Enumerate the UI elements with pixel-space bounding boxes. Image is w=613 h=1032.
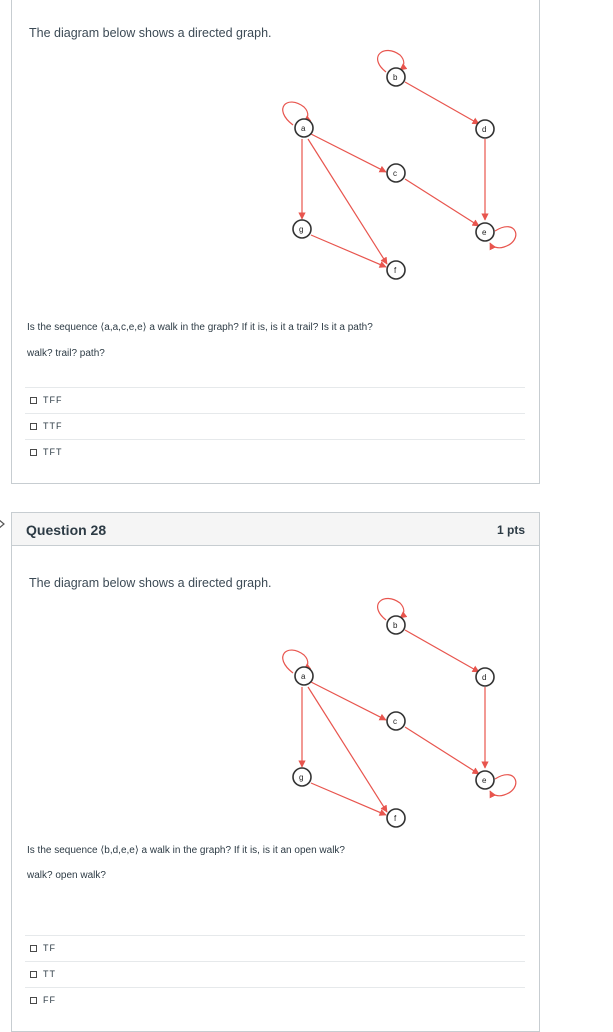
question-header <box>12 513 539 546</box>
edge-a-c <box>311 682 386 720</box>
directed-graph <box>12 39 541 289</box>
svg-text:b: b <box>393 73 398 82</box>
answer-checkbox[interactable] <box>30 971 37 978</box>
node-c <box>387 164 405 182</box>
edge-c-e <box>405 179 479 226</box>
question-prompt: Is the sequence ⟨b,d,e,e⟩ a walk in the graph? If it is, is it an open walk? <box>27 845 345 856</box>
answer-option[interactable] <box>25 935 525 961</box>
question-subprompt: walk? open walk? <box>27 870 106 881</box>
question-prompt: Is the sequence ⟨a,a,c,e,e⟩ a walk in the graph? If it is, is it a trail? Is it a path? <box>27 322 373 333</box>
answer-label: TFF <box>43 395 63 405</box>
node-d <box>476 120 494 138</box>
node-b <box>387 616 405 634</box>
edge-a-c <box>311 134 386 172</box>
edge-b-d <box>405 630 479 672</box>
answer-label: FF <box>43 995 56 1005</box>
question-subprompt: walk? trail? path? <box>27 348 105 359</box>
answer-label: TFT <box>43 447 63 457</box>
answer-checkbox[interactable] <box>30 397 37 404</box>
svg-text:g: g <box>299 225 304 234</box>
question-intro: The diagram below shows a directed graph. <box>29 26 272 40</box>
svg-text:d: d <box>482 673 487 682</box>
answer-checkbox[interactable] <box>30 997 37 1004</box>
edge-b-d <box>405 82 479 124</box>
answer-list <box>25 935 525 1013</box>
edge-g-f <box>311 783 386 815</box>
node-g <box>293 768 311 786</box>
node-f <box>387 809 405 827</box>
question-title: Question 28 <box>26 522 107 538</box>
answer-option[interactable] <box>25 413 525 439</box>
svg-text:b: b <box>393 621 398 630</box>
svg-text:e: e <box>482 228 487 237</box>
answer-checkbox[interactable] <box>30 449 37 456</box>
question-flag-icon[interactable] <box>0 519 6 529</box>
node-a <box>295 667 313 685</box>
answer-list <box>25 387 525 465</box>
node-f <box>387 261 405 279</box>
edge-g-f <box>311 235 386 267</box>
svg-text:d: d <box>482 125 487 134</box>
svg-text:a: a <box>301 672 306 681</box>
node-e <box>476 223 494 241</box>
svg-text:e: e <box>482 776 487 785</box>
answer-option[interactable] <box>25 387 525 413</box>
answer-label: TTF <box>43 421 63 431</box>
question-points: 1 pts <box>496 523 525 537</box>
node-a <box>295 119 313 137</box>
answer-checkbox[interactable] <box>30 945 37 952</box>
answer-option[interactable] <box>25 987 525 1013</box>
svg-text:g: g <box>299 773 304 782</box>
answer-option[interactable] <box>25 961 525 987</box>
answer-option[interactable] <box>25 439 525 465</box>
node-b <box>387 68 405 86</box>
edge-a-f <box>308 139 387 264</box>
question-card-28 <box>11 512 540 1032</box>
answer-checkbox[interactable] <box>30 423 37 430</box>
answer-label: TT <box>43 969 56 979</box>
svg-text:a: a <box>301 124 306 133</box>
edge-c-e <box>405 727 479 774</box>
node-e <box>476 771 494 789</box>
node-c <box>387 712 405 730</box>
node-g <box>293 220 311 238</box>
directed-graph <box>12 587 541 837</box>
question-card-27 <box>11 0 540 484</box>
edge-a-f <box>308 687 387 812</box>
svg-text:c: c <box>393 169 397 178</box>
answer-label: TF <box>43 943 56 953</box>
question-intro: The diagram below shows a directed graph. <box>29 576 272 590</box>
svg-text:f: f <box>394 814 397 823</box>
svg-text:f: f <box>394 266 397 275</box>
node-d <box>476 668 494 686</box>
svg-text:c: c <box>393 717 397 726</box>
